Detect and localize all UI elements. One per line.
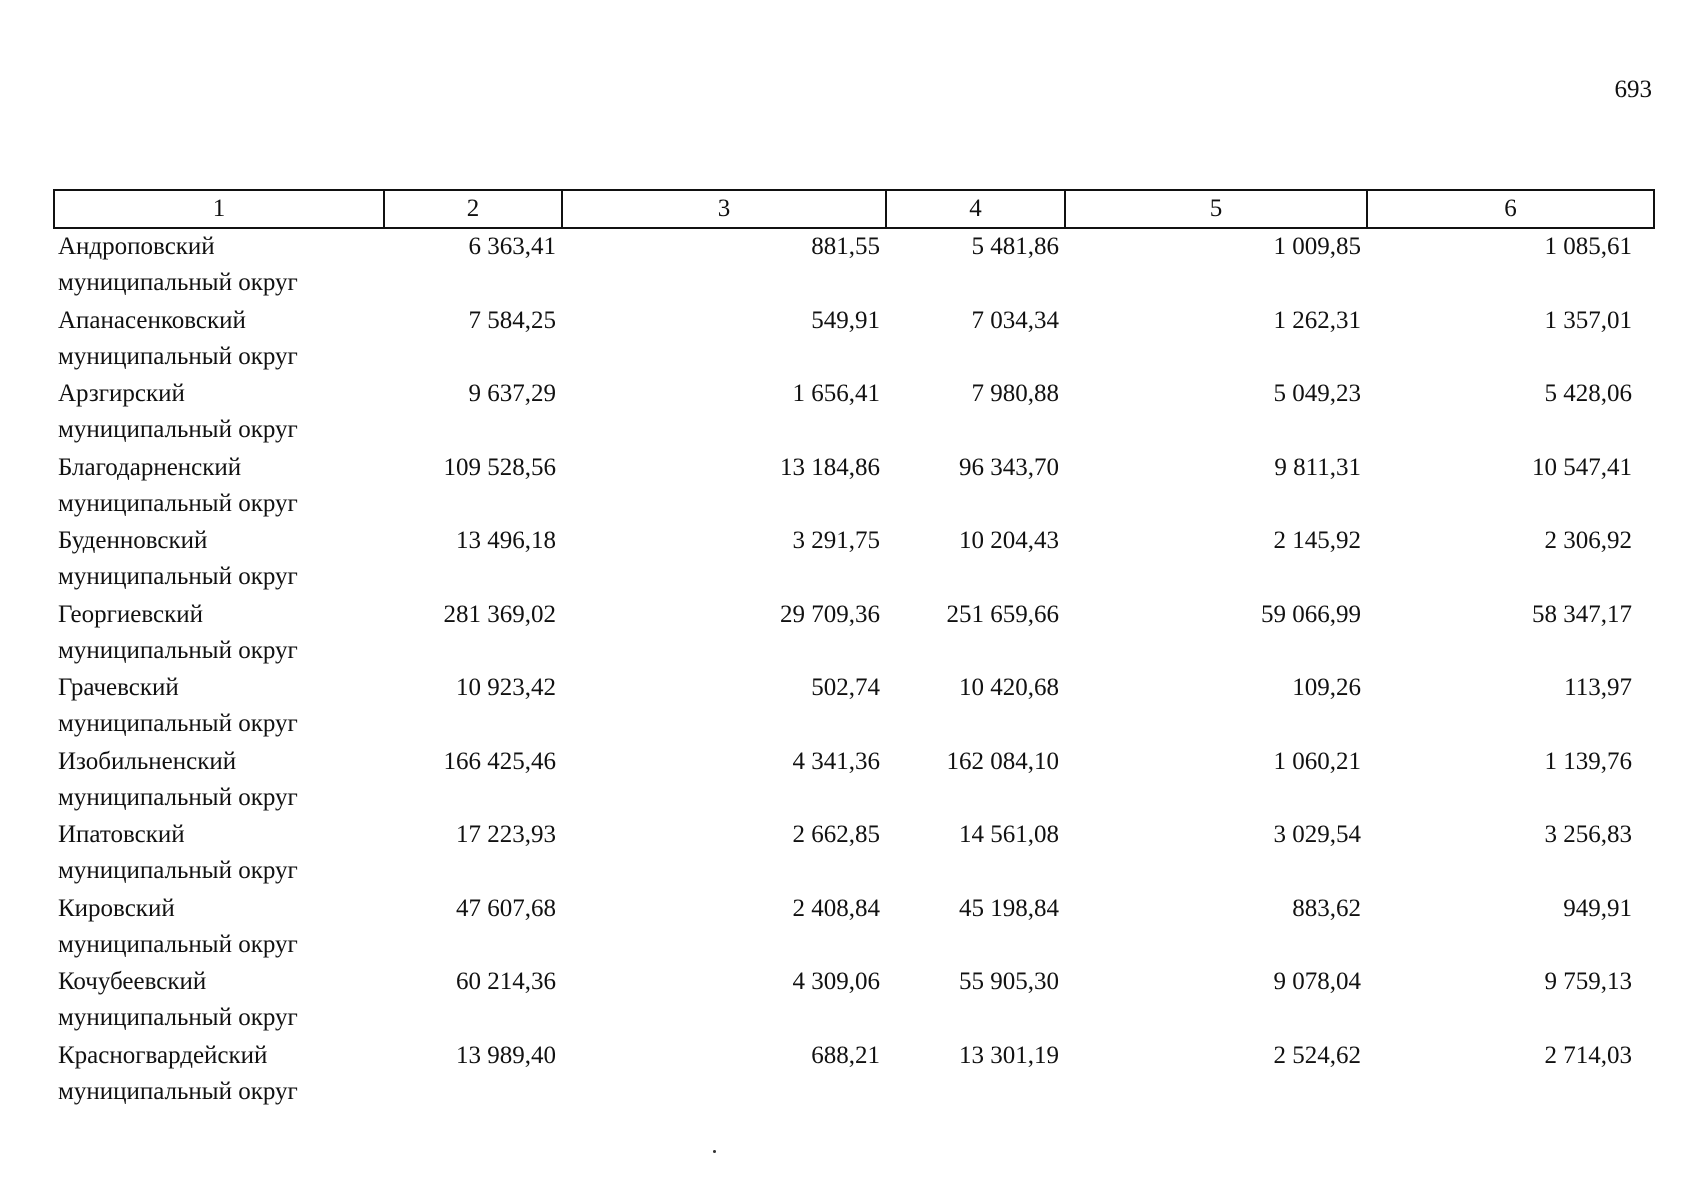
district-name: Арзгирский — [58, 380, 185, 407]
value-col-5: 109,26 — [1292, 674, 1361, 701]
district-type: муниципальный округ — [58, 930, 298, 958]
value-col-3: 13 184,86 — [780, 453, 880, 481]
value-col-2: 7 584,25 — [468, 306, 556, 334]
district-name: Благодарненский — [58, 453, 242, 481]
value-col-5: 1 060,21 — [1273, 747, 1361, 775]
value-col-2: 13 496,18 — [456, 527, 556, 554]
header-row — [54, 190, 1654, 228]
value-col-3: 1 656,41 — [792, 380, 880, 407]
value-col-2: 109 528,56 — [443, 453, 556, 481]
value-col-3: 4 341,36 — [792, 747, 880, 775]
value-col-2: 10 923,42 — [456, 674, 556, 701]
value-col-3: 3 291,75 — [792, 527, 880, 554]
page-number: 693 — [1614, 76, 1652, 103]
value-col-5: 2 145,92 — [1273, 527, 1361, 554]
value-col-6: 58 347,17 — [1532, 600, 1632, 628]
district-name: Изобильненский — [58, 747, 237, 775]
district-name: Буденновский — [58, 527, 208, 554]
value-col-3: 4 309,06 — [792, 968, 880, 995]
district-type: муниципальный округ — [58, 1077, 298, 1105]
district-name-cell — [54, 670, 384, 744]
value-col-3: 29 709,36 — [780, 600, 880, 628]
district-name-cell — [54, 450, 384, 524]
table-row — [54, 228, 1654, 303]
value-col-3: 2 662,85 — [792, 821, 880, 848]
table-row — [54, 891, 1654, 965]
value-col-4: 45 198,84 — [959, 894, 1059, 922]
value-col-6: 949,91 — [1563, 894, 1632, 922]
value-col-3: 2 408,84 — [792, 894, 880, 922]
value-col-2: 17 223,93 — [456, 821, 556, 848]
table-row — [54, 523, 1654, 597]
district-name: Кочубеевский — [58, 968, 207, 995]
table-row — [54, 744, 1654, 818]
value-col-5: 1 262,31 — [1273, 306, 1361, 334]
header-cell-4: 4 — [886, 190, 1065, 228]
value-col-5: 883,62 — [1292, 894, 1361, 922]
value-col-2: 9 637,29 — [468, 380, 556, 407]
value-col-4: 7 034,34 — [971, 306, 1059, 334]
value-col-3: 502,74 — [811, 674, 880, 701]
value-col-4: 14 561,08 — [959, 821, 1059, 848]
value-col-3: 549,91 — [811, 306, 880, 334]
value-col-4: 96 343,70 — [959, 453, 1059, 481]
table-row — [54, 1038, 1654, 1112]
value-col-5: 5 049,23 — [1273, 380, 1361, 407]
value-col-5: 59 066,99 — [1261, 600, 1361, 628]
value-col-4: 162 084,10 — [946, 747, 1059, 775]
table-row — [54, 670, 1654, 744]
district-type: муниципальный округ — [58, 783, 298, 811]
header-cell-5: 5 — [1065, 190, 1367, 228]
table-row — [54, 817, 1654, 891]
table-row — [54, 303, 1654, 377]
value-col-6: 1 139,76 — [1544, 747, 1632, 775]
value-col-2: 60 214,36 — [456, 968, 556, 995]
value-col-5: 2 524,62 — [1273, 1041, 1361, 1069]
value-col-6: 5 428,06 — [1544, 380, 1632, 407]
value-col-6: 2 306,92 — [1544, 527, 1632, 554]
table-header — [54, 190, 1654, 228]
district-name: Грачевский — [58, 674, 179, 701]
value-col-6: 1 085,61 — [1544, 233, 1632, 260]
district-type: муниципальный округ — [58, 1004, 298, 1031]
header-cell-2: 2 — [384, 190, 562, 228]
district-type: муниципальный округ — [58, 269, 298, 296]
table-row — [54, 964, 1654, 1038]
district-name: Красногвардейский — [58, 1041, 268, 1069]
district-type: муниципальный округ — [58, 636, 298, 664]
district-type: муниципальный округ — [58, 857, 298, 884]
value-col-2: 166 425,46 — [443, 747, 556, 775]
header-cell-1: 1 — [54, 190, 384, 228]
district-name: Андроповский — [58, 233, 215, 260]
district-name-cell — [54, 744, 384, 818]
value-col-4: 13 301,19 — [959, 1041, 1059, 1069]
district-name: Кировский — [58, 894, 175, 922]
district-name-cell — [54, 964, 384, 1038]
value-col-2: 13 989,40 — [456, 1041, 556, 1069]
value-col-6: 113,97 — [1564, 674, 1632, 701]
table-row — [54, 450, 1654, 524]
value-col-3: 881,55 — [811, 233, 880, 260]
value-col-4: 55 905,30 — [959, 968, 1059, 995]
header-cell-6: 6 — [1367, 190, 1654, 228]
stray-dot — [713, 1150, 716, 1153]
value-col-4: 251 659,66 — [946, 600, 1059, 628]
district-name-cell — [54, 597, 384, 671]
header-cell-3: 3 — [562, 190, 886, 228]
value-col-6: 3 256,83 — [1544, 821, 1632, 848]
value-col-4: 5 481,86 — [971, 233, 1059, 260]
value-col-2: 281 369,02 — [443, 600, 556, 628]
value-col-5: 3 029,54 — [1273, 821, 1361, 848]
value-col-4: 10 204,43 — [959, 527, 1059, 554]
value-col-4: 10 420,68 — [959, 674, 1059, 701]
value-col-2: 47 607,68 — [456, 894, 556, 922]
table-body — [54, 228, 1654, 1111]
district-type: муниципальный округ — [58, 342, 298, 370]
value-col-4: 7 980,88 — [971, 380, 1059, 407]
district-name: Георгиевский — [58, 600, 204, 628]
table-row — [54, 376, 1654, 450]
district-name-cell — [54, 523, 384, 597]
value-col-6: 9 759,13 — [1544, 968, 1632, 995]
district-name-cell — [54, 891, 384, 965]
district-name-cell — [54, 817, 384, 891]
district-name-cell — [54, 376, 384, 450]
value-col-5: 9 811,31 — [1274, 453, 1361, 481]
value-col-3: 688,21 — [811, 1041, 880, 1069]
table-row — [54, 597, 1654, 671]
data-table — [53, 189, 1655, 1111]
district-type: муниципальный округ — [58, 563, 298, 590]
district-name: Апанасенковский — [58, 306, 246, 334]
value-col-6: 2 714,03 — [1544, 1041, 1632, 1069]
value-col-2: 6 363,41 — [468, 233, 556, 260]
value-col-5: 1 009,85 — [1273, 233, 1361, 260]
district-name-cell — [54, 228, 384, 303]
district-type: муниципальный округ — [58, 489, 298, 517]
value-col-6: 10 547,41 — [1532, 453, 1632, 481]
district-name-cell — [54, 1038, 384, 1112]
district-type: муниципальный округ — [58, 710, 298, 737]
district-name: Ипатовский — [58, 821, 185, 848]
value-col-6: 1 357,01 — [1544, 306, 1632, 334]
district-name-cell — [54, 303, 384, 377]
district-type: муниципальный округ — [58, 416, 298, 443]
value-col-5: 9 078,04 — [1273, 968, 1361, 995]
